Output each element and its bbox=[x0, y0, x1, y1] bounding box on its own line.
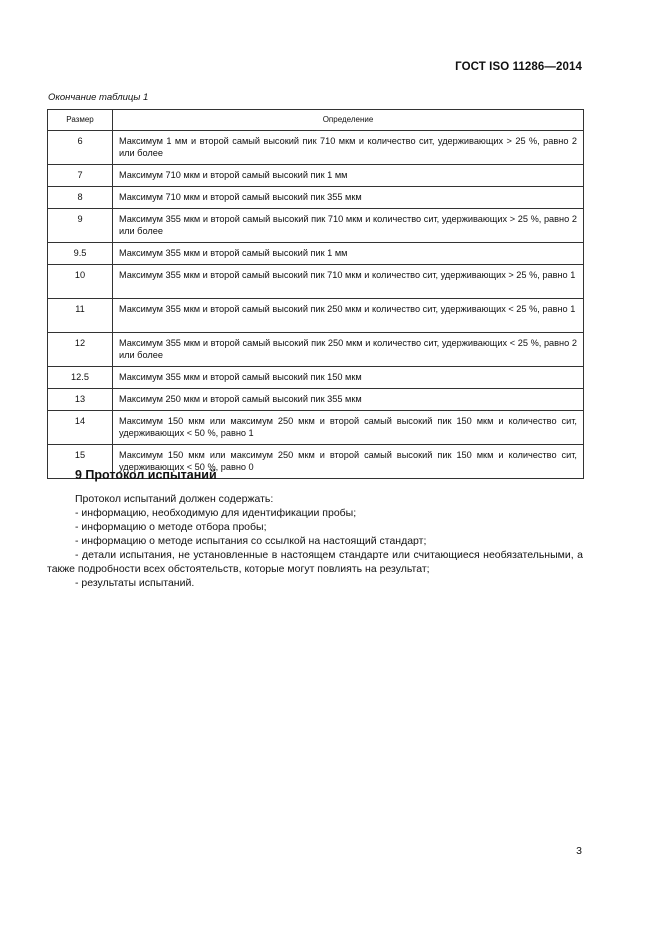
list-item: - информацию о методе испытания со ссылкой на настоящий стандарт; bbox=[75, 535, 427, 547]
definition-cell: Максимум 250 мкм и второй самый высокий пик 355 мкм bbox=[113, 389, 584, 411]
size-cell: 8 bbox=[48, 187, 113, 209]
table-row bbox=[48, 389, 584, 411]
section-heading: 9 Протокол испытаний bbox=[75, 468, 217, 482]
sizes-table-container bbox=[47, 109, 583, 479]
table-row bbox=[48, 411, 584, 445]
sizes-table bbox=[47, 109, 584, 479]
table-row bbox=[48, 299, 584, 333]
definition-cell: Максимум 355 мкм и второй самый высокий пик 1 мм bbox=[113, 243, 584, 265]
size-cell: 9.5 bbox=[48, 243, 113, 265]
definition-cell: Максимум 355 мкм и второй самый высокий пик 710 мкм и количество сит, удерживающих > 25 %, равно 1 bbox=[113, 265, 584, 299]
size-cell: 11 bbox=[48, 299, 113, 333]
definition-cell: Максимум 355 мкм и второй самый высокий пик 250 мкм и количество сит, удерживающих < 25 %, равно 2 или более bbox=[113, 333, 584, 367]
size-cell: 6 bbox=[48, 131, 113, 165]
table-row bbox=[48, 367, 584, 389]
table-row bbox=[48, 131, 584, 165]
definition-cell: Максимум 710 мкм и второй самый высокий пик 1 мм bbox=[113, 165, 584, 187]
list-item: - информацию, необходимую для идентификации пробы; bbox=[75, 507, 357, 519]
standard-designation: ГОСТ ISO 11286—2014 bbox=[455, 61, 582, 73]
size-cell: 12.5 bbox=[48, 367, 113, 389]
table-header-row bbox=[48, 110, 584, 131]
table-row bbox=[48, 243, 584, 265]
table-row bbox=[48, 265, 584, 299]
size-cell: 13 bbox=[48, 389, 113, 411]
size-cell: 12 bbox=[48, 333, 113, 367]
definition-cell: Максимум 355 мкм и второй самый высокий пик 710 мкм и количество сит, удерживающих > 25 %, равно 2 или более bbox=[113, 209, 584, 243]
definition-cell: Максимум 150 мкм или максимум 250 мкм и второй самый высокий пик 150 мкм и количество сит, удерживающих < 50 %, равно 1 bbox=[113, 411, 584, 445]
definition-cell: Максимум 710 мкм и второй самый высокий пик 355 мкм bbox=[113, 187, 584, 209]
table-row bbox=[48, 333, 584, 367]
size-cell: 9 bbox=[48, 209, 113, 243]
page-number: 3 bbox=[576, 845, 582, 857]
column-header-size: Размер bbox=[48, 110, 113, 131]
definition-cell: Максимум 1 мм и второй самый высокий пик 710 мкм и количество сит, удерживающих > 25 %, равно 2 или более bbox=[113, 131, 584, 165]
table-caption: Окончание таблицы 1 bbox=[48, 92, 149, 103]
size-cell: 7 bbox=[48, 165, 113, 187]
size-cell: 10 bbox=[48, 265, 113, 299]
definition-cell: Максимум 355 мкм и второй самый высокий пик 150 мкм bbox=[113, 367, 584, 389]
table-row bbox=[48, 187, 584, 209]
definition-cell: Максимум 355 мкм и второй самый высокий пик 250 мкм и количество сит, удерживающих < 25 %, равно 1 bbox=[113, 299, 584, 333]
size-cell: 14 bbox=[48, 411, 113, 445]
definition-cell: Максимум 150 мкм или максимум 250 мкм и второй самый высокий пик 150 мкм и количество сит, удерживающих < 50 %, равно 0 bbox=[113, 445, 584, 479]
list-item: - информацию о методе отбора пробы; bbox=[75, 521, 267, 533]
list-item: - результаты испытаний. bbox=[75, 577, 195, 589]
column-header-definition: Определение bbox=[113, 110, 584, 131]
table-row bbox=[48, 165, 584, 187]
size-cell: 15 bbox=[48, 445, 113, 479]
section-intro: Протокол испытаний должен содержать: bbox=[75, 493, 274, 505]
section-body bbox=[47, 492, 583, 590]
list-item: - детали испытания, не установленные в настоящем стандарте или считающиеся необязательными, а также подробности всех обстоятельств, которые могут повлиять на результат; bbox=[47, 549, 583, 575]
table-row bbox=[48, 209, 584, 243]
